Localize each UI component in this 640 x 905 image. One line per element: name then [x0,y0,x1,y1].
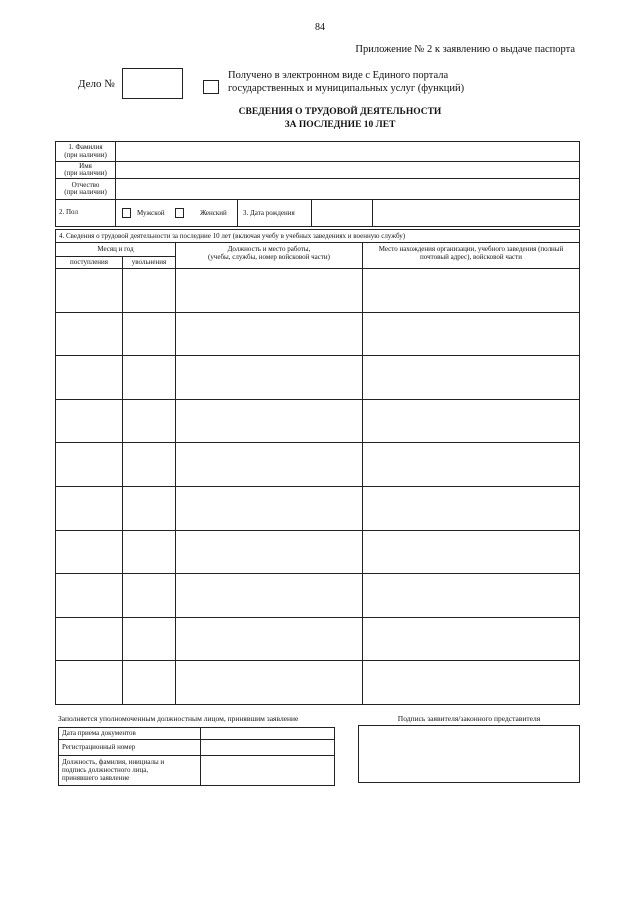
location-cell [363,618,579,661]
admission-date-cell [56,443,122,486]
official-caption: Заполняется уполномоченным должностным лицом, принявшим заявление [58,714,299,723]
dismissal-date-cell [123,400,175,443]
position-cell [176,618,362,661]
sex-options [116,200,237,226]
position-cell [176,443,362,486]
location-cell [363,487,579,530]
patronymic-note: (при наличии) [64,188,107,196]
location-cell [363,269,579,312]
name-label: Имя [79,162,92,170]
registration-number-field [201,740,334,755]
admission-date-cell [56,400,122,443]
official-signature-field [201,756,334,785]
admission-date-cell [56,531,122,574]
birth-date-label: 3. Дата рождения [238,200,311,226]
dismissal-date-cell [123,443,175,486]
position-header-line2: (учебы, службы, номер войсковой части) [208,253,330,261]
dismissal-date-cell [123,313,175,356]
position-cell [176,574,362,617]
position-header-line1: Должность и место работы, [227,245,311,253]
personal-info-table [55,141,580,227]
patronymic-label: Отчество [71,180,100,189]
birth-date-field [312,200,372,226]
dismissal-header: увольнения [123,257,175,268]
month-year-header: Месяц и год [56,243,175,256]
position-cell [176,400,362,443]
surname-note: (при наличии) [64,150,107,159]
location-header-line1: Место нахождения организации, учебного заведения (полный [378,245,564,253]
position-header [176,243,362,268]
employment-heading: 4. Сведения о трудовой деятельности за последние 10 лет (включая учебу в учебных заведениях и военную службу) [56,230,579,242]
appendix-reference: Приложение № 2 к заявлению о выдаче паспорта [355,44,575,55]
portal-checkbox [203,80,219,94]
location-cell [363,531,579,574]
applicant-signature-box [358,725,580,783]
admission-date-cell [56,618,122,661]
location-cell [363,661,579,704]
portal-notice-line1: Получено в электронном виде с Единого портала [228,70,449,81]
case-number-box [122,68,183,99]
location-cell [363,400,579,443]
location-header-line2: почтовый адрес), войсковой части [420,253,522,261]
admission-date-cell [56,269,122,312]
dismissal-date-cell [123,661,175,704]
receipt-date-label: Дата приема документов [59,728,200,739]
form-title [200,106,480,131]
case-number-label: Дело № [78,78,115,90]
admission-header: поступления [56,257,122,268]
female-option-label: Женский [200,209,227,217]
location-header [363,243,579,268]
surname-label-cell [56,142,115,161]
portal-notice [228,69,464,95]
form-title-line1: СВЕДЕНИЯ О ТРУДОВОЙ ДЕЯТЕЛЬНОСТИ [238,107,442,117]
receipt-date-field [201,728,334,739]
male-option-label: Мужской [137,209,165,217]
portal-notice-line2: государственных и муниципальных услуг (функций) [228,83,465,94]
male-checkbox [122,208,131,218]
official-table [58,727,335,786]
admission-date-cell [56,661,122,704]
page-number: 84 [315,22,325,33]
dismissal-date-cell [123,618,175,661]
admission-date-cell [56,313,122,356]
employment-table [55,229,580,705]
official-signature-label: Должность, фамилия, инициалы и подпись должностного лица, принявшего заявление [59,756,200,785]
dismissal-date-cell [123,531,175,574]
position-cell [176,313,362,356]
sex-label-cell [56,200,115,226]
registration-number-label: Регистрационный номер [59,740,200,755]
surname-label: 1. Фамилия [68,143,103,151]
admission-date-cell [56,356,122,399]
location-cell [363,356,579,399]
patronymic-field [116,179,579,199]
name-label-cell [56,162,115,178]
position-cell [176,531,362,574]
position-cell [176,661,362,704]
dismissal-date-cell [123,487,175,530]
position-cell [176,487,362,530]
blank-cell [373,200,579,226]
form-title-line2: ЗА ПОСЛЕДНИЕ 10 ЛЕТ [284,119,396,130]
location-cell [363,313,579,356]
patronymic-label-cell [56,179,115,199]
dismissal-date-cell [123,574,175,617]
dismissal-date-cell [123,269,175,312]
surname-field [116,142,579,161]
location-cell [363,574,579,617]
dismissal-date-cell [123,356,175,399]
admission-date-cell [56,574,122,617]
applicant-signature-caption: Подпись заявителя/законного представителя [397,714,541,723]
location-cell [363,443,579,486]
name-field [116,162,579,178]
position-cell [176,356,362,399]
sex-label: 2. Пол [59,208,78,217]
female-checkbox [175,208,184,218]
admission-date-cell [56,487,122,530]
position-cell [176,269,362,312]
name-note: (при наличии) [64,169,107,177]
